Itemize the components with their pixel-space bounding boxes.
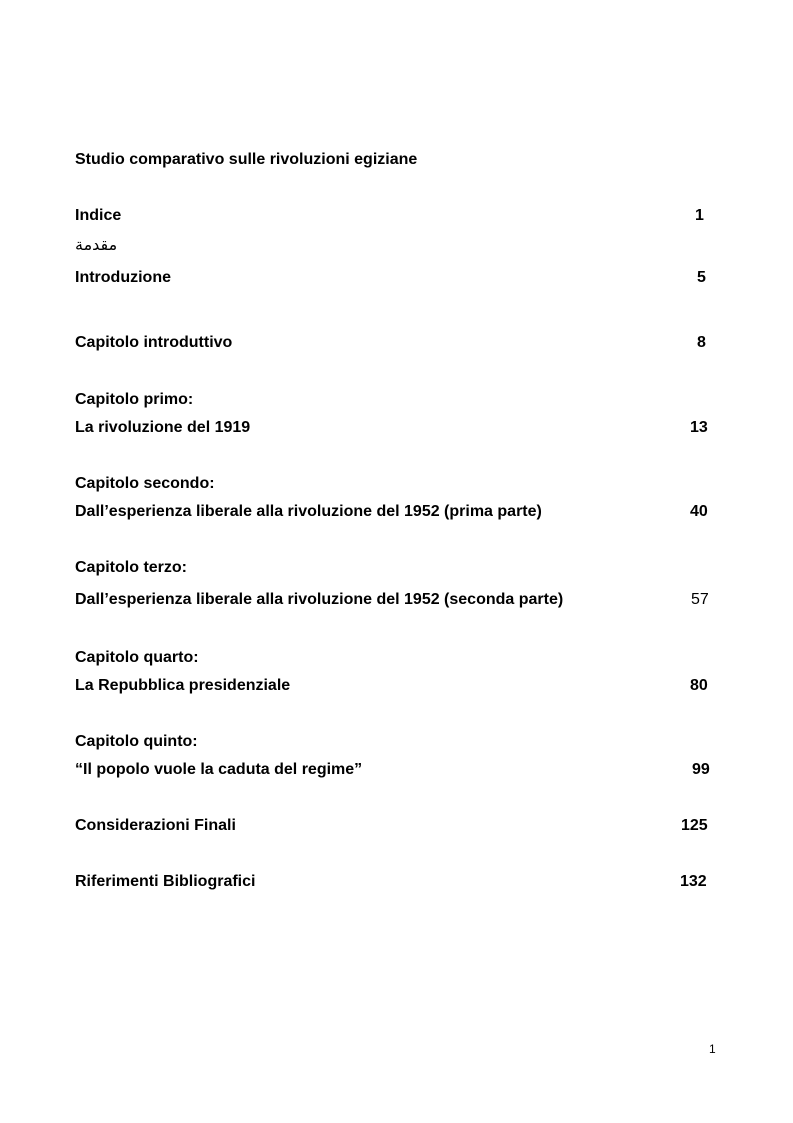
toc-capitolo-quarto-label: La Repubblica presidenziale: [75, 677, 291, 694]
toc-capitolo-terzo-label: Dall’esperienza liberale alla rivoluzione del 1952 (seconda parte): [75, 591, 564, 608]
toc-capitolo-terzo-heading: Capitolo terzo:: [75, 559, 187, 576]
toc-capitolo-primo-page: 13: [690, 419, 708, 436]
toc-riferimenti-page: 132: [680, 873, 707, 890]
toc-considerazioni-page: 125: [681, 817, 708, 834]
toc-considerazioni-label: Considerazioni Finali: [75, 817, 236, 834]
document-title: Studio comparativo sulle rivoluzioni egiziane: [75, 151, 418, 168]
toc-introduzione-label: Introduzione: [75, 269, 171, 286]
toc-capitolo-primo-heading: Capitolo primo:: [75, 391, 194, 408]
toc-indice-label: Indice: [75, 207, 122, 224]
footer-page-number: 1: [709, 1042, 716, 1056]
toc-capitolo-terzo-page: 57: [691, 591, 709, 608]
arabic-intro-text: مقدمة: [75, 235, 118, 254]
toc-riferimenti-label: Riferimenti Bibliografici: [75, 873, 256, 890]
toc-capitolo-quarto-page: 80: [690, 677, 708, 694]
toc-capitolo-secondo-heading: Capitolo secondo:: [75, 475, 215, 492]
toc-capitolo-quinto-page: 99: [692, 761, 710, 778]
toc-capitolo-quarto-heading: Capitolo quarto:: [75, 649, 199, 666]
toc-capitolo-introduttivo-label: Capitolo introduttivo: [75, 334, 233, 351]
toc-capitolo-introduttivo-page: 8: [697, 334, 706, 351]
toc-indice-page: 1: [695, 207, 704, 224]
toc-capitolo-secondo-label: Dall’esperienza liberale alla rivoluzione del 1952 (prima parte): [75, 503, 542, 520]
toc-introduzione-page: 5: [697, 269, 706, 286]
toc-capitolo-primo-label: La rivoluzione del 1919: [75, 419, 251, 436]
toc-capitolo-quinto-heading: Capitolo quinto:: [75, 733, 198, 750]
toc-arabic-intro-label: [75, 235, 117, 255]
toc-capitolo-secondo-page: 40: [690, 503, 708, 520]
toc-capitolo-quinto-label: “Il popolo vuole la caduta del regime”: [75, 761, 363, 778]
